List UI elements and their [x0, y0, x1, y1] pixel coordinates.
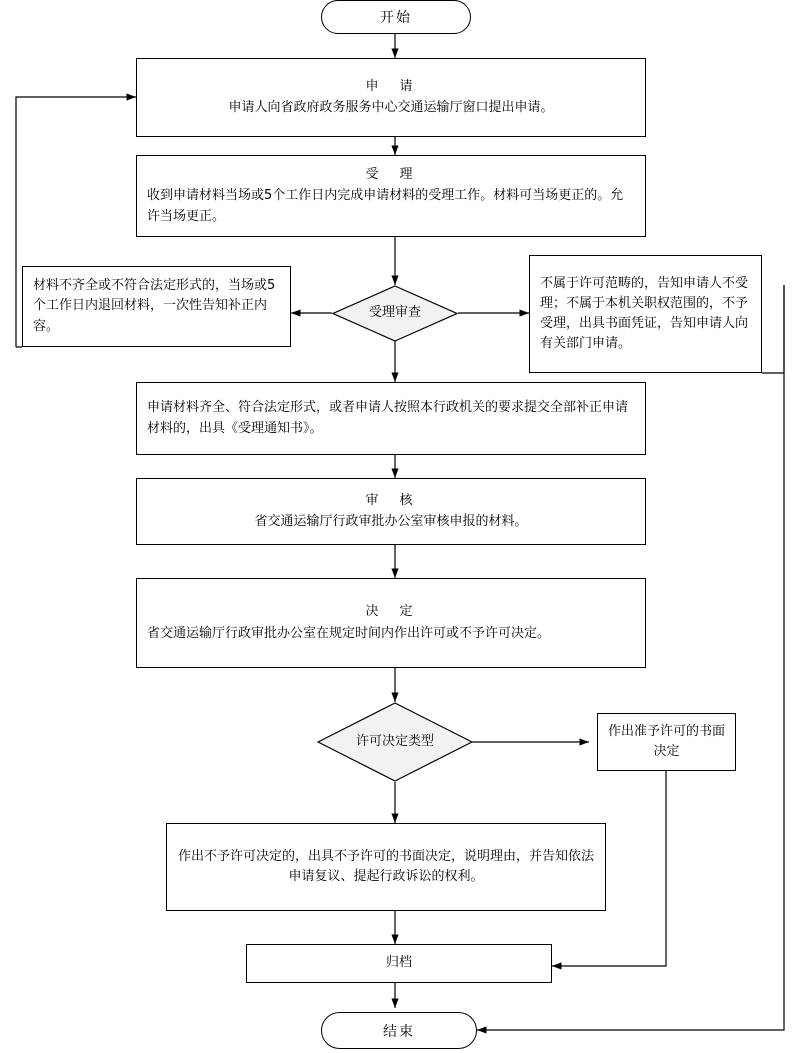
node-archive: [246, 944, 552, 983]
node-start-label: 开始: [380, 10, 412, 26]
node-apply: [136, 58, 646, 137]
node-return-material-body: 材料不齐全或不符合法定形式的，当场或5个工作日内退回材料，一次性告知补正内容。: [33, 278, 276, 334]
node-approve-written: [597, 713, 736, 771]
node-decision-type-label: 许可决定类型: [355, 733, 434, 749]
node-end: [321, 1012, 477, 1049]
node-accept-review: [332, 285, 458, 342]
node-audit: [136, 478, 646, 545]
node-decide-title: 决 定: [365, 604, 417, 620]
node-approve-written-body: 作出准予许可的书面决定: [608, 723, 726, 759]
node-accept-notice: [136, 382, 646, 455]
node-accept-review-label: 受理审查: [368, 305, 421, 321]
node-start: [321, 0, 471, 34]
node-apply-title: 申 请: [365, 78, 417, 94]
node-decide: [136, 578, 646, 668]
node-not-in-scope: [529, 255, 762, 373]
node-accept-body: 收到申请材料当场或5个工作日内完成申请材料的受理工作。材料可当场更正的。允许当场更正。: [147, 188, 624, 224]
node-reject-written-body: 作出不予许可决定的，出具不予许可的书面决定，说明理由，并告知依法申请复议、提起行政诉讼的权利。: [177, 848, 594, 884]
node-end-label: 结束: [383, 1023, 415, 1040]
node-decide-body: 省交通运输厅行政审批办公室在规定时间内作出许可或不予许可决定。: [147, 625, 551, 641]
node-accept-notice-body: 申请材料齐全、符合法定形式，或者申请人按照本行政机关的要求提交全部补正申请材料的，出具《受理通知书》。: [147, 400, 629, 436]
node-audit-title: 审 核: [365, 492, 417, 508]
node-apply-body: 申请人向省政府政务服务中心交通运输厅窗口提出申请。: [228, 100, 554, 115]
node-accept-title: 受 理: [365, 167, 417, 183]
node-accept: [136, 155, 646, 237]
node-reject-written: [166, 823, 606, 911]
node-archive-label: 归档: [385, 955, 412, 971]
node-audit-body: 省交通运输厅行政审批办公室审核申报的材料。: [254, 514, 528, 529]
node-decision-type: [317, 702, 473, 782]
node-return-material: [22, 266, 291, 347]
node-not-in-scope-body: 不属于许可范畴的，告知申请人不受理；不属于本机关职权范围的，不予受理，出具书面凭证，告知申请人向有关部门申请。: [540, 275, 749, 352]
